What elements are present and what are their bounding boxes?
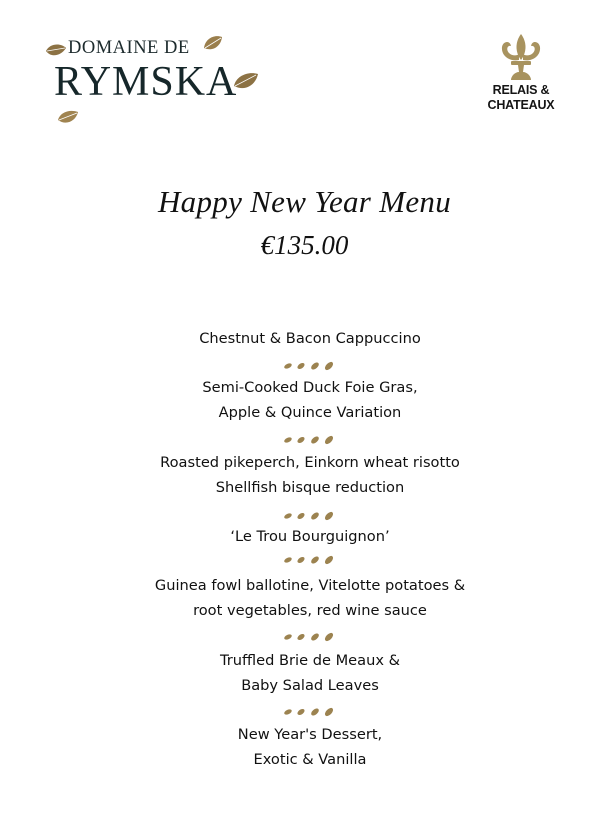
course-line: Truffled Brie de Meaux & [220, 652, 400, 669]
course-line: root vegetables, red wine sauce [193, 602, 427, 619]
course-line: New Year's Dessert, [237, 726, 383, 743]
domaine-de-rymska-logo [44, 34, 274, 134]
leaf-divider-icon [282, 631, 336, 643]
leaf-divider-icon [282, 554, 336, 566]
leaf-icon [56, 108, 80, 128]
course-line: Semi-Cooked Duck Foie Gras, [202, 379, 418, 396]
course-4 [0, 524, 609, 549]
partner-line-1: RELAIS & [492, 83, 550, 97]
course-line: Baby Salad Leaves [241, 677, 379, 694]
menu-price: €135.00 [260, 230, 349, 260]
logo-line-1: DOMAINE DE [68, 38, 190, 58]
partner-line-2: CHATEAUX [487, 97, 555, 112]
course-line: Shellfish bisque reduction [215, 479, 405, 496]
course-7 [0, 722, 609, 772]
course-line: Exotic & Vanilla [253, 751, 367, 768]
course-line: Apple & Quince Variation [218, 404, 402, 421]
leaf-divider-icon [282, 360, 336, 372]
leaf-divider-icon [282, 706, 336, 718]
course-6 [0, 648, 609, 698]
course-line: Chestnut & Bacon Cappuccino [199, 330, 421, 347]
relais-chateaux-logo [476, 32, 566, 122]
course-line: ‘Le Trou Bourguignon’ [230, 528, 390, 545]
fleur-de-lis-icon [496, 32, 546, 82]
logo-line-2: RYMSKA [54, 59, 238, 105]
course-line: Guinea fowl ballotine, Vitelotte potatoes & [154, 577, 466, 594]
menu-title: Happy New Year Menu [157, 184, 451, 219]
course-2 [0, 375, 609, 425]
course-line: Roasted pikeperch, Einkorn wheat risotto [160, 454, 460, 471]
leaf-icon [202, 34, 224, 54]
course-3 [0, 450, 609, 500]
leaf-divider-icon [282, 510, 336, 522]
course-5 [0, 573, 609, 623]
leaf-divider-icon [282, 434, 336, 446]
course-1 [0, 326, 609, 351]
